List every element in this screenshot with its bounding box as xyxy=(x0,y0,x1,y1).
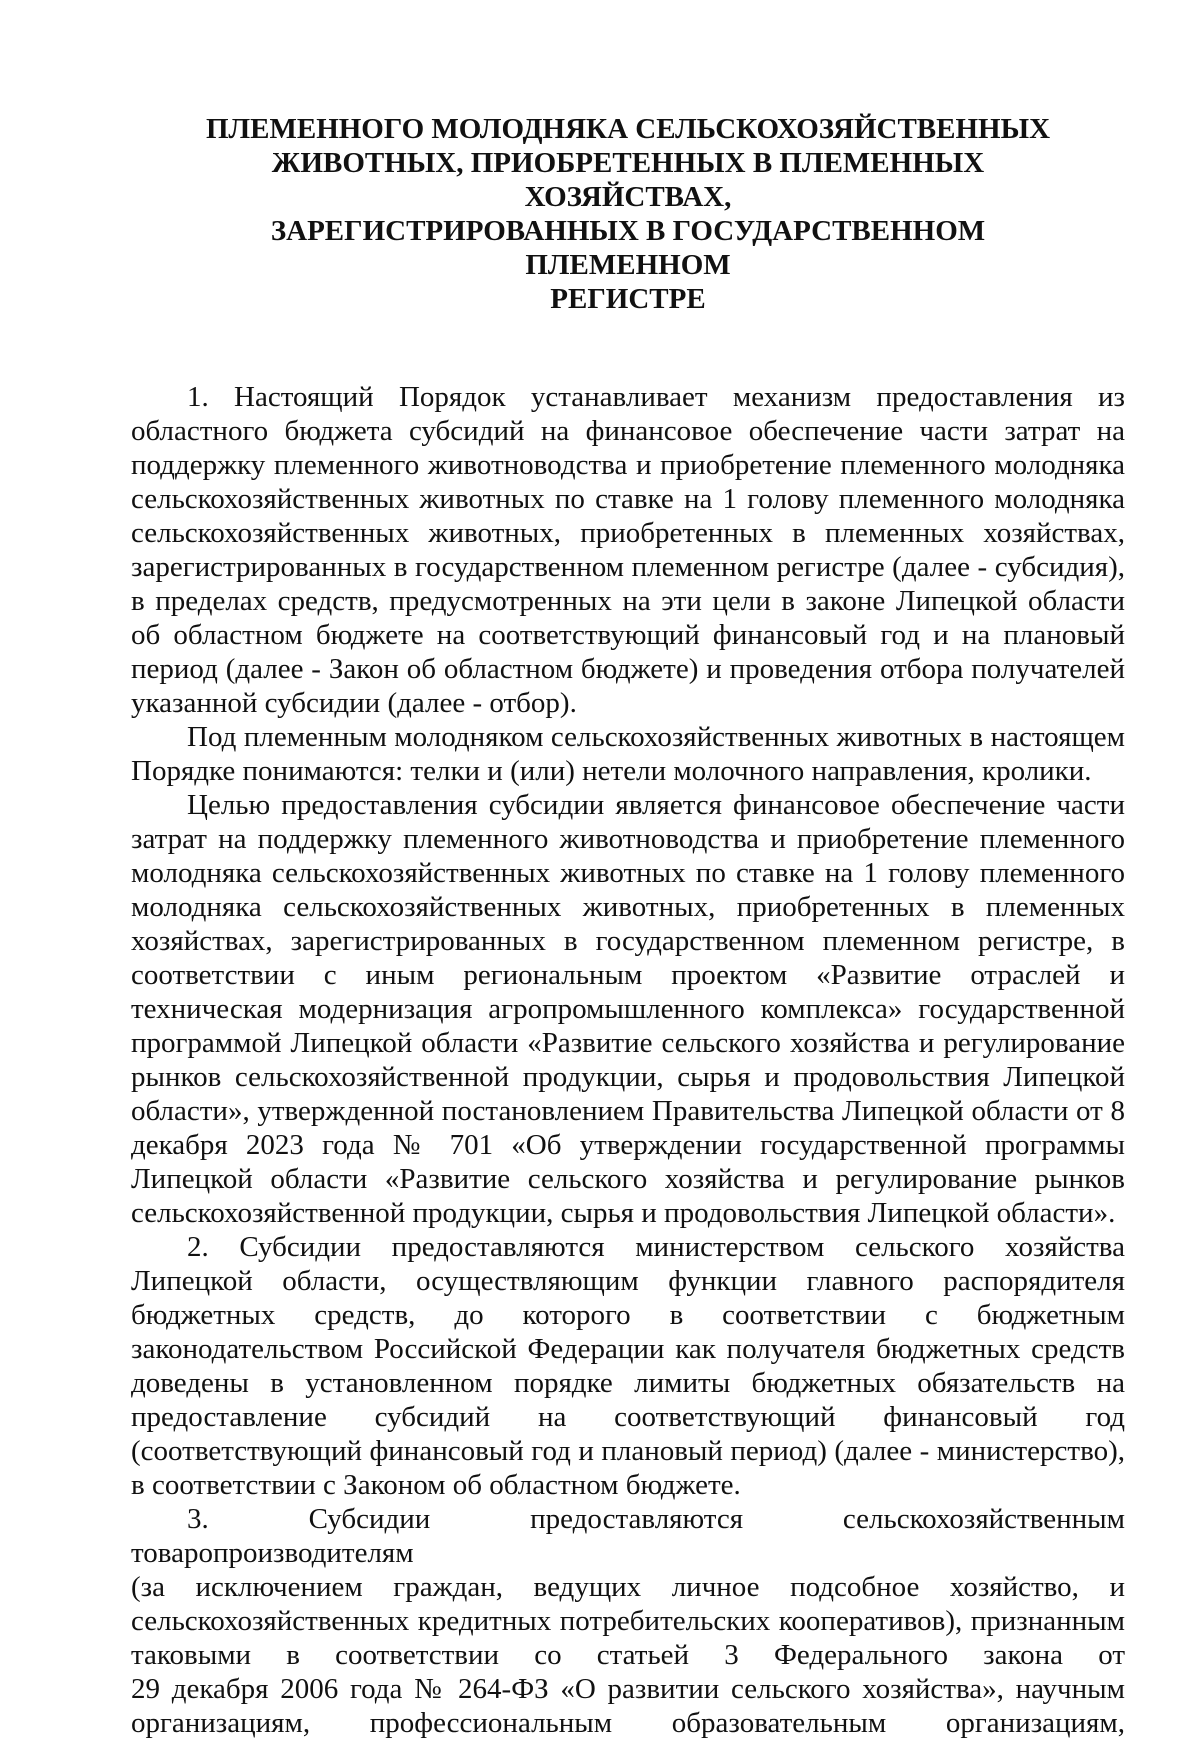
paragraph-2: 2. Субсидии предоставляются министерством сельского хозяйства Липецкой области, осуществляющим функции главного распорядителя бюджетных средств, до которого в соответствии с бюджетным законодательством Российской Федерации как получателя бюджетных средств доведены в установленном порядке лимиты бюджетных обязательств на предоставление субсидий на соответствующий финансовый год (соответствующий финансовый год и плановый период) (далее - министерство), в соответствии с Законом об областном бюджете. xyxy=(131,1231,1125,1501)
heading-line: ЖИВОТНЫХ, ПРИОБРЕТЕННЫХ В ПЛЕМЕННЫХ ХОЗЯЙСТВАХ, xyxy=(271,147,985,213)
document-heading xyxy=(131,112,1125,316)
paragraph-1: 1. Настоящий Порядок устанавливает механизм предоставления из областного бюджета субсидий на финансовое обеспечение части затрат на поддержку племенного животноводства и приобретение племенного молодняка сельскохозяйственных животных по ставке на 1 голову племенного молодняка сельскохозяйственных животных, приобретенных в племенных хозяйствах, зарегистрированных в государственном племенном регистре (далее - субсидия), в пределах средств, предусмотренных на эти цели в законе Липецкой области об областном бюджете на соответствующий финансовый год и на плановый период (далее - Закон об областном бюджете) и проведения отбора получателей указанной субсидии (далее - отбор). xyxy=(131,381,1125,719)
paragraph-3-line: таковыми в соответствии со статьей 3 Федерального закона от xyxy=(131,1639,1125,1671)
paragraph-3-line: 29 декабря 2006 года № 264-ФЗ «О развитии сельского хозяйства», научным xyxy=(131,1673,1125,1705)
paragraph-3-line: 3. Субсидии предоставляются сельскохозяйственным товаропроизводителям xyxy=(131,1503,1125,1569)
paragraph-3-line: (за исключением граждан, ведущих личное подсобное хозяйство, и xyxy=(131,1571,1125,1603)
paragraph-definition: Под племенным молодняком сельскохозяйственных животных в настоящем Порядке понимаются: телки и (или) нетели молочного направления, кролики. xyxy=(131,721,1125,787)
paragraph-purpose: Целью предоставления субсидии является финансовое обеспечение части затрат на поддержку племенного животноводства и приобретение племенного молодняка сельскохозяйственных животных по ставке на 1 голову племенного молодняка сельскохозяйственных животных, приобретенных в племенных хозяйствах, зарегистрированных в государственном племенном регистре, в соответствии с иным региональным проектом «Развитие отраслей и техническая модернизация агропромышленного комплекса» государственной программой Липецкой области «Развитие сельского хозяйства и регулирование рынков сельскохозяйственной продукции, сырья и продовольствия Липецкой области», утвержденной постановлением Правительства Липецкой области от 8 декабря 2023 года № 701 «Об утверждении государственной программы Липецкой области «Развитие сельского хозяйства и регулирование рынков сельскохозяйственной продукции, сырья и продовольствия Липецкой области». xyxy=(131,789,1125,1229)
heading-line: РЕГИСТРЕ xyxy=(550,283,706,315)
heading-line: ПЛЕМЕННОГО МОЛОДНЯКА СЕЛЬСКОХОЗЯЙСТВЕННЫХ xyxy=(205,113,1051,145)
heading-line: ЗАРЕГИСТРИРОВАННЫХ В ГОСУДАРСТВЕННОМ ПЛЕМЕННОМ xyxy=(270,215,986,281)
paragraph-3-line: сельскохозяйственных кредитных потребительских кооперативов), признанным xyxy=(131,1605,1125,1637)
paragraph-3 xyxy=(131,1502,1125,1740)
paragraph-3-line: организациям, профессиональным образовательным организациям, xyxy=(131,1707,1125,1739)
